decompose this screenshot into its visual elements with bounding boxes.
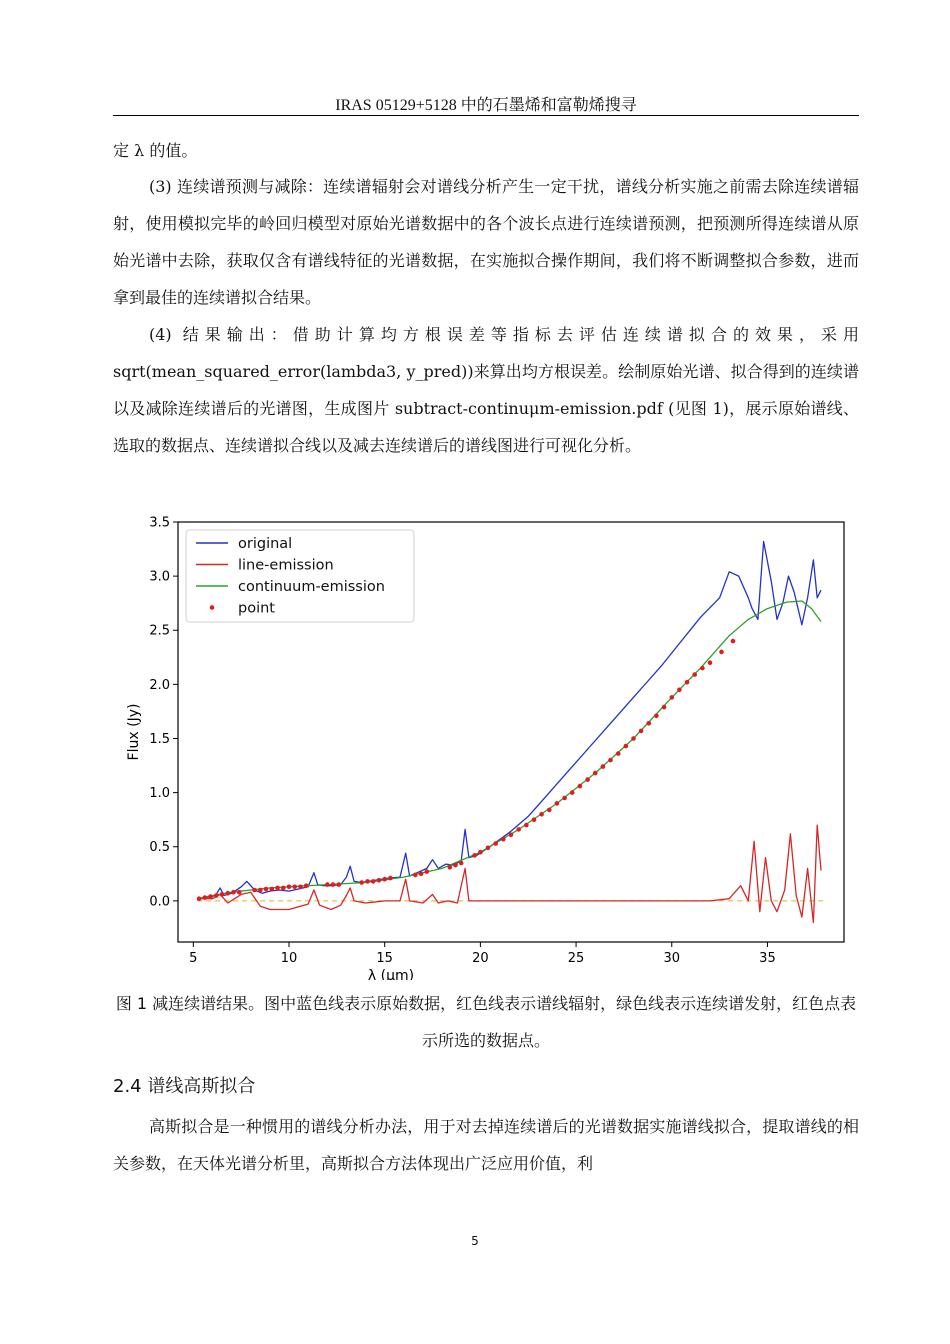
data-point — [220, 892, 225, 897]
data-point — [570, 790, 575, 795]
y-tick-label: 1.5 — [149, 731, 170, 747]
data-point — [555, 801, 560, 806]
y-tick-label: 3.0 — [149, 569, 170, 585]
data-point — [203, 895, 208, 900]
data-point — [258, 888, 263, 893]
legend-marker-point — [210, 605, 215, 610]
x-tick-label: 15 — [376, 951, 393, 966]
data-point — [578, 784, 583, 789]
x-tick-label: 20 — [472, 951, 489, 966]
legend — [186, 530, 414, 622]
x-axis-label: λ (μm) — [367, 968, 415, 980]
x-axis-ticks — [189, 942, 776, 966]
data-point — [275, 886, 280, 891]
y-tick-label: 0.0 — [149, 894, 170, 910]
data-point — [616, 751, 621, 756]
data-point — [371, 879, 376, 884]
x-tick-label: 30 — [663, 951, 681, 966]
y-tick-label: 2.0 — [149, 677, 170, 693]
spectrum-chart — [120, 508, 850, 980]
y-tick-label: 1.0 — [149, 786, 170, 802]
page-number: 5 — [471, 1234, 479, 1248]
data-point — [731, 639, 736, 644]
paragraph-continuation: 定 λ 的值。 — [113, 141, 198, 160]
y-tick-label: 3.5 — [149, 515, 170, 531]
data-point — [304, 883, 309, 888]
data-point — [472, 853, 477, 858]
data-point — [264, 887, 269, 892]
paragraph-result-output: (4) 结果输出：借助计算均方根误差等指标去评估连续谱拟合的效果，采用 sqrt(mean_squared_error(lambda3, y_pred))来算出均方根误差。绘制原始光谱、拟合得到的连续谱以及减除连续谱后的光谱图，生成图片 subtract-continuμm-emission.pdf (见图 1)，展示原始谱线、选取的数据点、连续谱拟合线以及减去连续谱后的谱线图进行可视化分析。 — [113, 325, 859, 455]
x-tick-label: 10 — [280, 951, 298, 966]
data-point — [448, 865, 453, 870]
data-point — [585, 777, 590, 782]
data-point — [501, 837, 506, 842]
x-tick-label: 25 — [567, 951, 585, 966]
data-point — [281, 886, 286, 891]
data-point — [516, 827, 521, 832]
data-point — [593, 771, 598, 776]
data-point — [547, 808, 552, 813]
data-point — [382, 877, 387, 882]
legend-label-original: original — [238, 536, 293, 552]
legend-label-point: point — [238, 600, 275, 617]
y-axis-ticks — [149, 516, 178, 910]
figure-1 — [120, 508, 850, 980]
data-point — [365, 879, 370, 884]
series-line-line-emission — [197, 825, 821, 922]
y-tick-label: 2.5 — [149, 623, 170, 639]
data-point — [231, 890, 236, 895]
data-point — [337, 882, 342, 887]
data-point — [639, 729, 644, 734]
data-point — [287, 885, 292, 890]
data-point — [700, 666, 705, 671]
data-point — [214, 893, 219, 898]
data-point — [647, 721, 652, 726]
y-axis-label: Flux (Jy) — [126, 703, 142, 761]
data-point — [509, 833, 514, 838]
data-point — [685, 680, 690, 685]
data-point — [692, 672, 697, 677]
data-point — [524, 823, 529, 828]
running-header: IRAS 05129+5128 中的石墨烯和富勒烯搜寻 — [335, 97, 637, 114]
data-point — [608, 758, 613, 763]
data-point — [237, 890, 242, 895]
data-point — [298, 885, 303, 890]
data-point — [197, 896, 202, 901]
data-point — [453, 863, 458, 868]
legend-box — [186, 530, 414, 622]
data-point — [413, 873, 418, 878]
figure-caption: 图 1 减连续谱结果。图中蓝色线表示原始数据，红色线表示谱线辐射，绿色线表示连续谱发射，红色点表示所选的数据点。 — [115, 994, 857, 1050]
data-point — [532, 817, 537, 822]
data-point — [359, 880, 364, 885]
x-tick-label: 35 — [759, 951, 776, 966]
data-point — [670, 695, 675, 700]
data-point — [226, 891, 231, 896]
data-point — [677, 688, 682, 693]
data-point — [252, 888, 257, 893]
header-rule — [113, 115, 859, 116]
data-point — [459, 861, 464, 866]
y-tick-label: 0.5 — [149, 840, 170, 856]
data-point — [493, 841, 498, 846]
data-point — [486, 846, 491, 851]
data-point — [601, 764, 606, 769]
data-point — [562, 796, 567, 801]
data-point — [325, 882, 330, 887]
data-point — [419, 872, 424, 877]
data-point — [331, 882, 336, 887]
paragraph-continuum-subtraction: (3) 连续谱预测与减除：连续谱辐射会对谱线分析产生一定干扰，谱线分析实施之前需去除连续谱辐射，使用模拟完毕的岭回归模型对原始光谱数据中的各个波长点进行连续谱预测，把预测所得连续谱从原始光谱中去除，获取仅含有谱线特征的光谱数据，在实施拟合操作期间，我们将不断调整拟合参数，进而拿到最佳的连续谱拟合结果。 — [113, 177, 859, 307]
data-point — [478, 850, 483, 855]
data-point — [719, 650, 724, 655]
data-point — [708, 660, 713, 665]
paragraph-gaussian-fit: 高斯拟合是一种惯用的谱线分析办法，用于对去掉连续谱后的光谱数据实施谱线拟合，提取谱线的相关参数，在天体光谱分析里，高斯拟合方法体现出广泛应用价值，利 — [113, 1117, 859, 1173]
data-point — [292, 885, 297, 890]
data-point — [270, 887, 275, 892]
data-point — [208, 894, 213, 899]
data-point — [539, 812, 544, 817]
data-point — [662, 705, 667, 710]
data-point — [425, 869, 430, 874]
legend-label-line-emission: line-emission — [238, 557, 334, 574]
data-point — [654, 714, 659, 719]
series-line-continuum-emission — [197, 601, 821, 899]
legend-label-continuum-emission: continuum-emission — [238, 579, 385, 595]
data-point — [388, 876, 393, 881]
data-point — [631, 736, 636, 741]
x-tick-label: 5 — [189, 951, 198, 966]
selected-points-group — [197, 639, 736, 901]
data-point — [377, 878, 382, 883]
data-point — [624, 744, 629, 749]
section-heading: 2.4 谱线高斯拟合 — [113, 1076, 256, 1097]
